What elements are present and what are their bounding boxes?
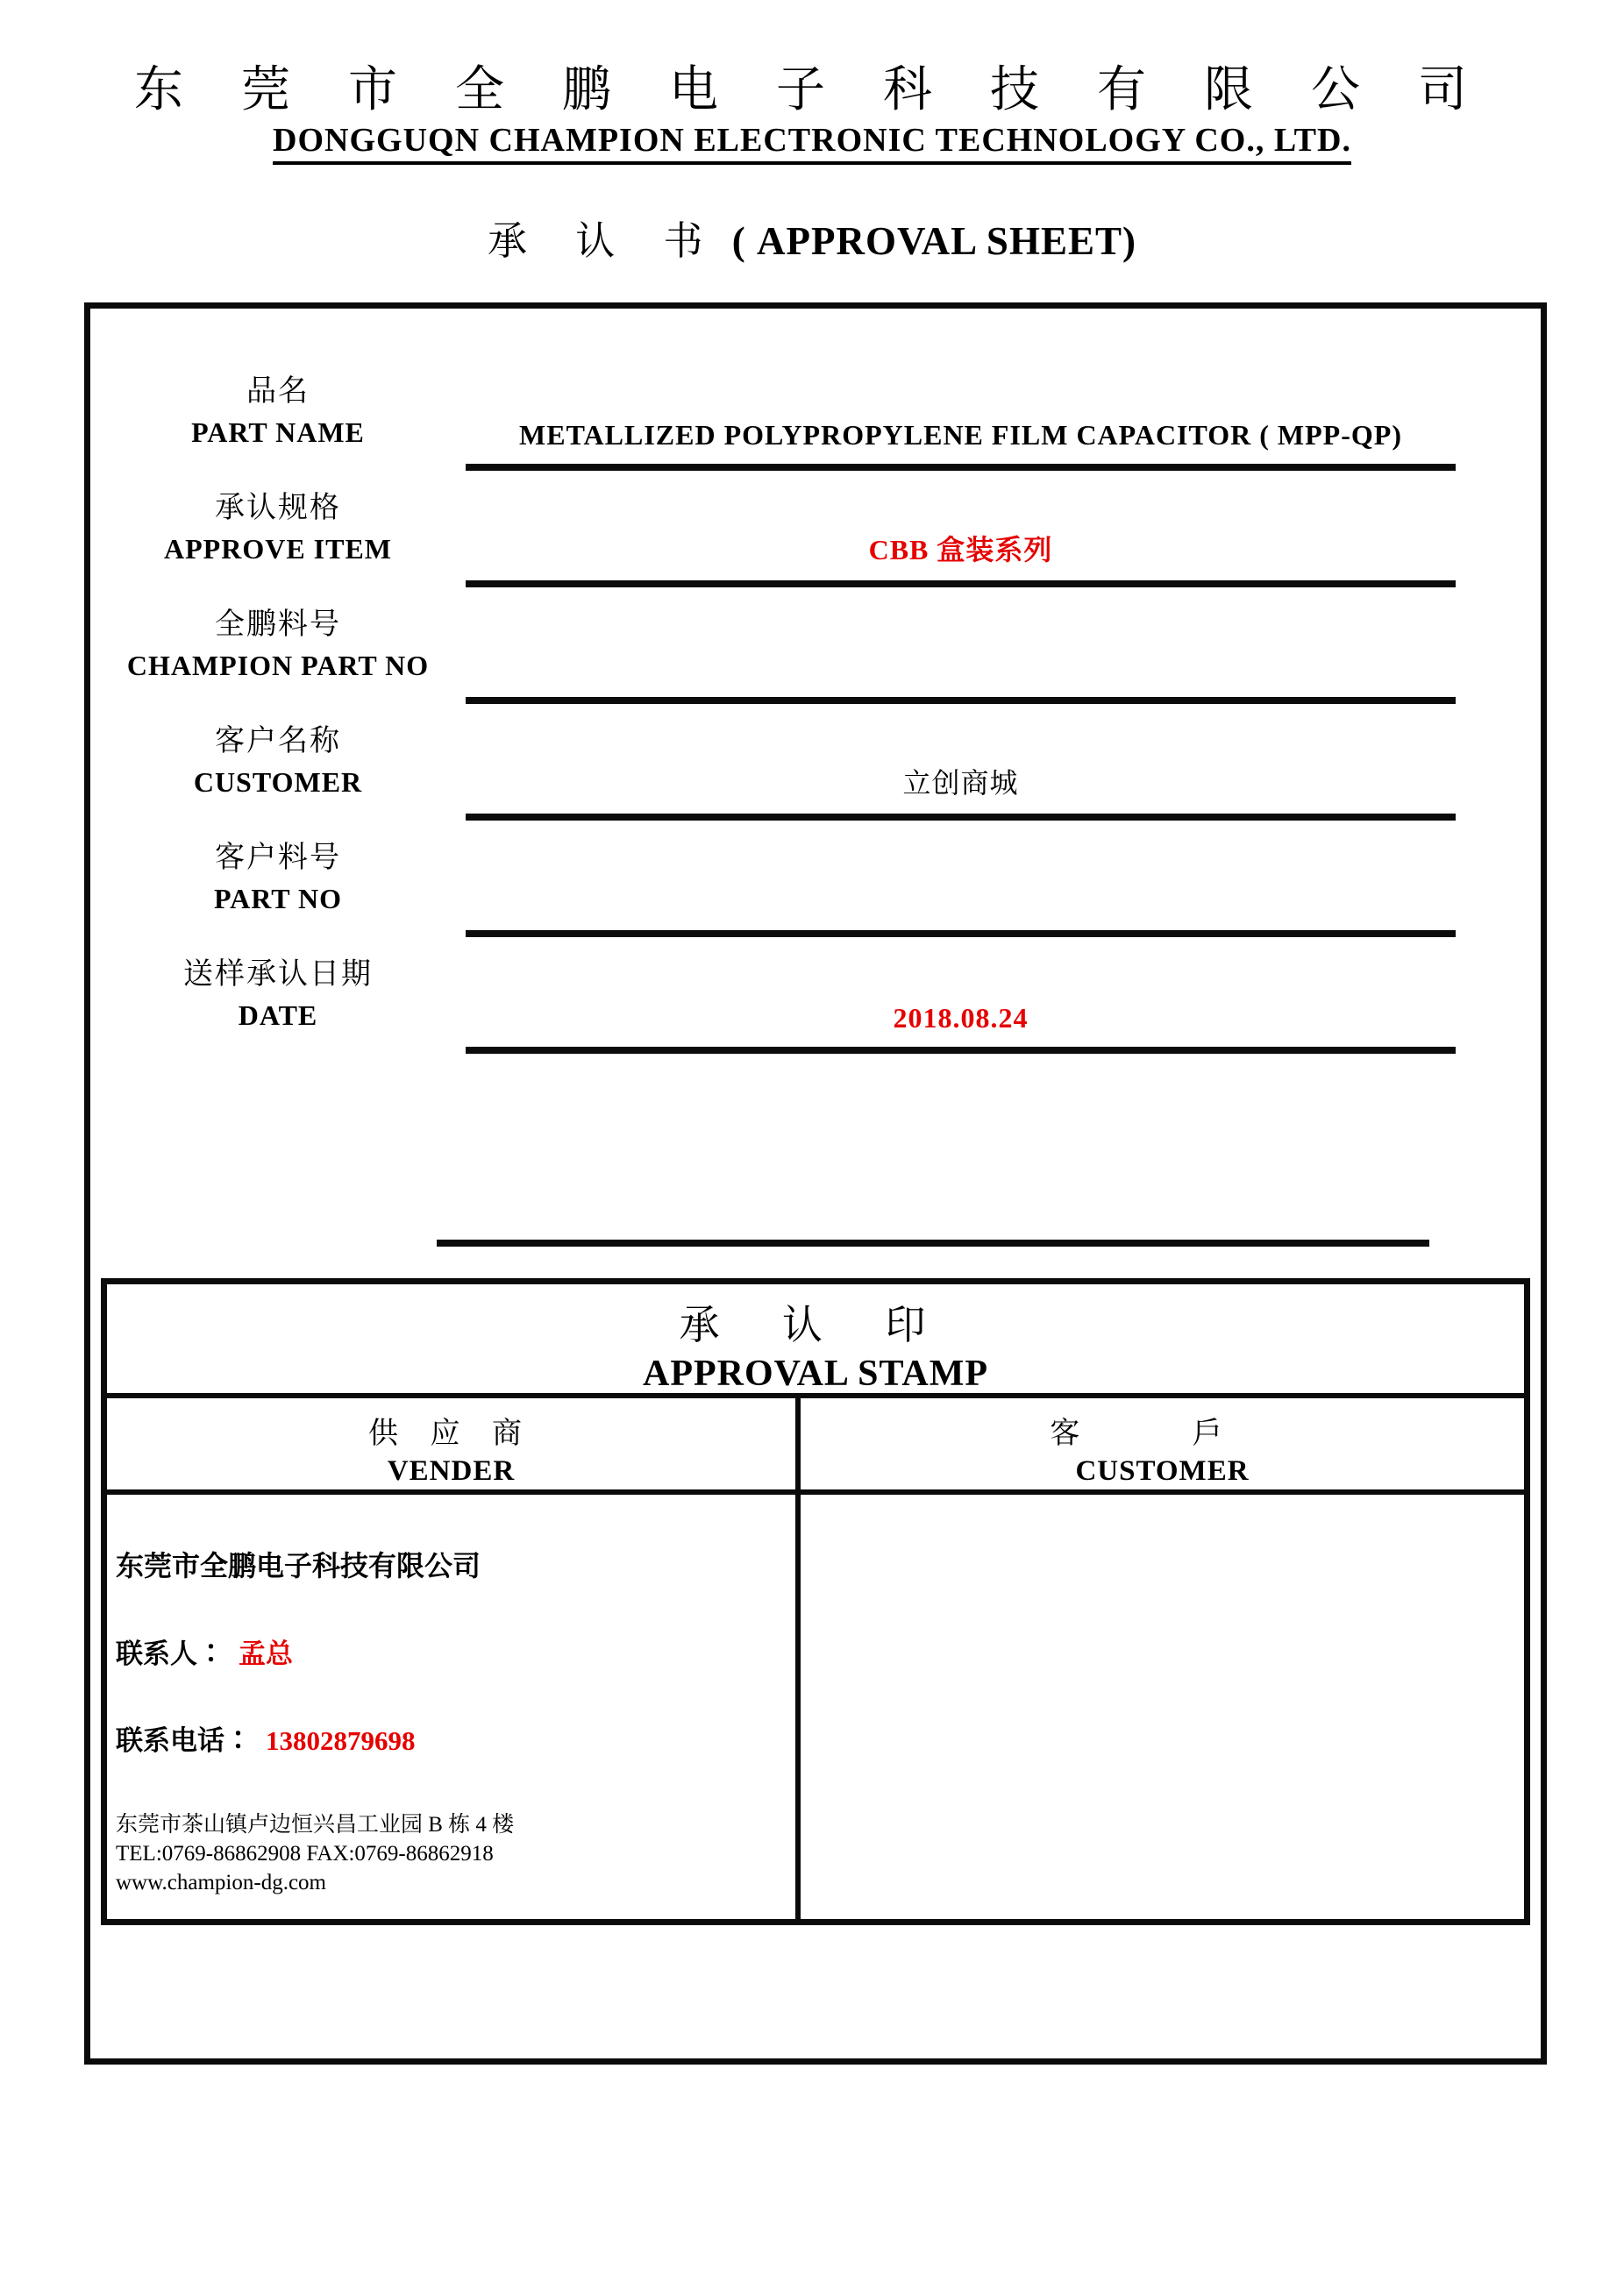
field-label [90, 704, 466, 821]
form-row-approve-item [90, 471, 1541, 587]
customer-stamp-cell [801, 1495, 1524, 1919]
company-name-chinese: 东 莞 市 全 鹏 电 子 科 技 有 限 公 司 [134, 63, 1490, 117]
field-value-date: 2018.08.24 [466, 937, 1456, 1054]
vendor-company-name: 东莞市全鹏电子科技有限公司 [116, 1550, 481, 1582]
stamp-column-bodies [107, 1495, 1524, 1919]
field-value-approve-item: CBB 盒装系列 [466, 471, 1456, 587]
vendor-header-en: VENDER [387, 1455, 516, 1487]
company-name-english-wrap [0, 121, 1624, 165]
form-rows [90, 309, 1541, 1054]
customer-header-cn: 客 戶 [1050, 1418, 1275, 1450]
stamp-title-chinese: 承 认 印 [679, 1303, 952, 1347]
stamp-column-headers [107, 1398, 1524, 1495]
form-row-champion-part-no [90, 587, 1541, 704]
form-row-part-name [90, 354, 1541, 471]
field-label [90, 354, 466, 471]
form-row-customer [90, 704, 1541, 821]
approval-stamp-box [101, 1278, 1530, 1925]
document-title-english: ( APPROVAL SHEET) [731, 219, 1136, 263]
vendor-contact-label: 联系人∶ [116, 1638, 224, 1669]
customer-column-header [801, 1398, 1524, 1489]
field-value-customer: 立创商城 [466, 704, 1456, 821]
document-title-chinese: 承 认 书 [487, 219, 723, 263]
form-row-date [90, 937, 1541, 1054]
field-label [90, 587, 466, 704]
stamp-header [107, 1284, 1524, 1398]
vendor-contact-name: 孟总 [239, 1638, 293, 1669]
field-label-en: CUSTOMER [193, 766, 363, 798]
vendor-contact-line [116, 1631, 783, 1671]
approval-form-box [84, 302, 1547, 2065]
field-label-cn: 品名 [246, 375, 310, 408]
document-title [0, 209, 1624, 266]
form-row-part-no [90, 821, 1541, 937]
vendor-cell [107, 1495, 801, 1919]
vendor-phone-number: 13802879698 [266, 1725, 416, 1756]
vendor-phone-label: 联系电话∶ [116, 1725, 252, 1756]
company-name-english: DONGGUQN CHAMPION ELECTRONIC TECHNOLOGY CO., LTD. [273, 121, 1351, 165]
field-label-cn: 客户名称 [215, 725, 341, 757]
field-label-cn: 客户料号 [215, 842, 341, 874]
vendor-phone-line [116, 1718, 783, 1758]
field-label-en: PART NO [213, 883, 343, 914]
field-label-en: PART NAME [191, 416, 365, 448]
vendor-column-header [107, 1398, 801, 1489]
field-label [90, 471, 466, 587]
customer-header-en: CUSTOMER [1075, 1455, 1250, 1487]
field-label [90, 937, 466, 1054]
vendor-tel-fax: TEL:0769-86862908 FAX:0769-86862918 [116, 1842, 494, 1866]
field-label-cn: 承认规格 [215, 492, 341, 524]
field-label [90, 821, 466, 937]
vendor-address: 东莞市茶山镇卢边恒兴昌工业园 B 栋 4 楼 [116, 1813, 515, 1837]
signature-underline [437, 1240, 1429, 1247]
field-label-en: DATE [238, 999, 318, 1031]
vendor-website: www.champion-dg.com [116, 1871, 326, 1894]
field-label-cn: 送样承认日期 [183, 958, 373, 991]
field-value-part-no [466, 821, 1456, 937]
field-label-cn: 全鹏料号 [215, 608, 341, 641]
stamp-title-english: APPROVAL STAMP [643, 1354, 988, 1394]
field-label-en: CHAMPION PART NO [126, 650, 430, 681]
field-value-champion-part-no [466, 587, 1456, 704]
field-value-part-name: METALLIZED POLYPROPYLENE FILM CAPACITOR ( MPP-QP) [466, 354, 1456, 471]
vendor-header-cn: 供 应 商 [368, 1418, 534, 1450]
field-label-en: APPROVE ITEM [164, 533, 392, 565]
